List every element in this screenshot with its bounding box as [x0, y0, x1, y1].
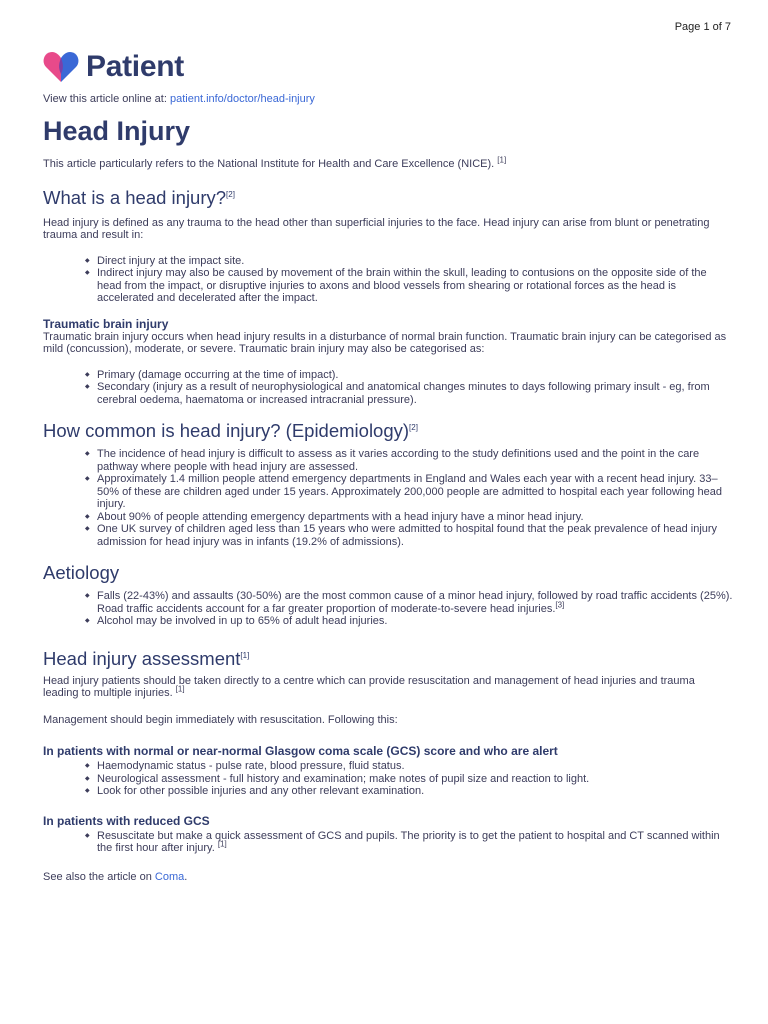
list-item	[97, 830, 733, 855]
see-also-suffix: .	[184, 870, 188, 883]
heading-text: Head injury assessment	[43, 647, 241, 669]
reduced-gcs-bullet-list	[43, 830, 733, 855]
list-item: ◆ Neurological assessment - full history and examination; make notes of pupil size and reaction to light.	[97, 773, 733, 786]
section-heading-what	[43, 187, 733, 209]
patient-logo[interactable]	[42, 50, 184, 84]
list-item: ◆ Alcohol may be involved in up to 65% of adult head injuries.	[97, 615, 733, 628]
aetiology-bullet-text: Falls (22-43%) and assaults (30-50%) are the most common cause of a minor head injury, followed by road traffic accidents (25%). Road traffic accidents account for a far greater proportion of moderate-to-severe head injuries.	[97, 590, 733, 615]
reference-link[interactable]: [3]	[555, 599, 565, 609]
article-url-link[interactable]: patient.info/doctor/head-injury	[169, 93, 315, 105]
subheading-tbi: Traumatic brain injury	[43, 316, 169, 331]
list-item: ◆ Indirect injury may also be caused by movement of the brain within the skull, leading to contusions on the opposite side of the head from the impact, or disruptive injuries to axons and blood vessels from shearing or rotational forces as the head is accelerated and decelerated after the impact.	[97, 267, 733, 305]
reference-link[interactable]: [1]	[217, 839, 227, 849]
list-item: ◆ Direct injury at the impact site.	[97, 255, 733, 268]
tbi-bullet-list	[43, 369, 733, 407]
page-number: Page 1 of 7	[674, 21, 731, 33]
assessment-text: Head injury patients should be taken directly to a centre which can provide resuscitation and management of head injuries and trauma leading to multiple injuries.	[43, 674, 695, 699]
reference-link[interactable]: [1]	[497, 155, 507, 165]
heart-logo-icon	[42, 50, 80, 84]
section-heading-aetiology: Aetiology	[43, 562, 120, 583]
list-item	[97, 590, 733, 615]
reference-link[interactable]: [2]	[409, 422, 418, 432]
view-online-prefix: View this article online at:	[43, 93, 170, 105]
reference-link[interactable]: [2]	[226, 189, 235, 199]
page-title: Head Injury	[43, 116, 191, 146]
list-item: ◆ Secondary (injury as a result of neurophysiological and anatomical changes minutes to days following primary insult - eg, from cerebral oedema, haematoma or increased intracranial pressure).	[97, 381, 733, 406]
list-item: ◆ The incidence of head injury is difficult to assess as it varies according to the study definitions used and the point in the care pathway where people with head injury are assessed.	[97, 448, 733, 473]
list-item: ◆ Haemodynamic status - pulse rate, blood pressure, fluid status.	[97, 760, 733, 773]
aetiology-bullet-list	[43, 590, 733, 628]
what-bullet-list	[43, 255, 733, 305]
heading-text: What is a head injury?	[43, 186, 227, 208]
brand-name: Patient	[86, 50, 184, 83]
management-paragraph: Management should begin immediately with resuscitation. Following this:	[43, 713, 398, 726]
epidemiology-bullet-list	[43, 448, 733, 548]
intro-text: This article particularly refers to the National Institute for Health and Care Excellence (NICE).	[43, 158, 495, 170]
article-body	[43, 156, 733, 883]
list-item: ◆ One UK survey of children aged less than 15 years who were admitted to hospital found that the peak prevalence of head injury admission for head injury was in infants (19.2% of admissions).	[97, 523, 733, 548]
section-heading-assessment	[43, 648, 733, 670]
intro-paragraph	[43, 155, 733, 171]
list-item: ◆ Primary (damage occurring at the time of impact).	[97, 369, 733, 382]
see-also-prefix: See also the article on	[43, 870, 155, 883]
reference-link[interactable]: [1]	[240, 650, 250, 660]
what-paragraph: Head injury is defined as any trauma to the head other than superficial injuries to the face. Head injury can arise from blunt or penetrating trauma and result in:	[43, 216, 710, 241]
list-item: ◆ Approximately 1.4 million people attend emergency departments in England and Wales each year with a recent head injury. 33–50% of these are children aged under 15 years. Approximately 200,000 people are admitted to hospital each year following head injury.	[97, 473, 733, 511]
section-heading-epidemiology	[43, 420, 733, 442]
tbi-paragraph: Traumatic brain injury occurs when head injury results in a disturbance of normal brain function. Traumatic brain injury can be categorised as mild (concussion), moderate, or severe. Traumatic brain injury may also be categorised as:	[43, 330, 727, 355]
heading-text: How common is head injury? (Epidemiology)	[43, 420, 410, 441]
assessment-paragraph	[43, 675, 733, 700]
coma-article-link[interactable]: Coma	[154, 870, 185, 883]
normal-gcs-bullet-list	[43, 760, 733, 798]
subheading-reduced-gcs: In patients with reduced GCS	[43, 813, 210, 828]
reference-link[interactable]: [1]	[175, 684, 185, 694]
view-online-line	[43, 93, 315, 106]
subheading-normal-gcs: In patients with normal or near-normal Glasgow coma scale (GCS) score and who are alert	[43, 744, 558, 758]
reduced-gcs-bullet-text: Resuscitate but make a quick assessment of GCS and pupils. The priority is to get the patient to hospital and CT scanned within the first hour after injury.	[97, 829, 720, 854]
list-item: ◆ Look for other possible injuries and any other relevant examination.	[97, 785, 733, 798]
list-item: ◆ About 90% of people attending emergency departments with a head injury have a minor head injury.	[97, 511, 733, 524]
see-also-paragraph	[43, 871, 733, 884]
